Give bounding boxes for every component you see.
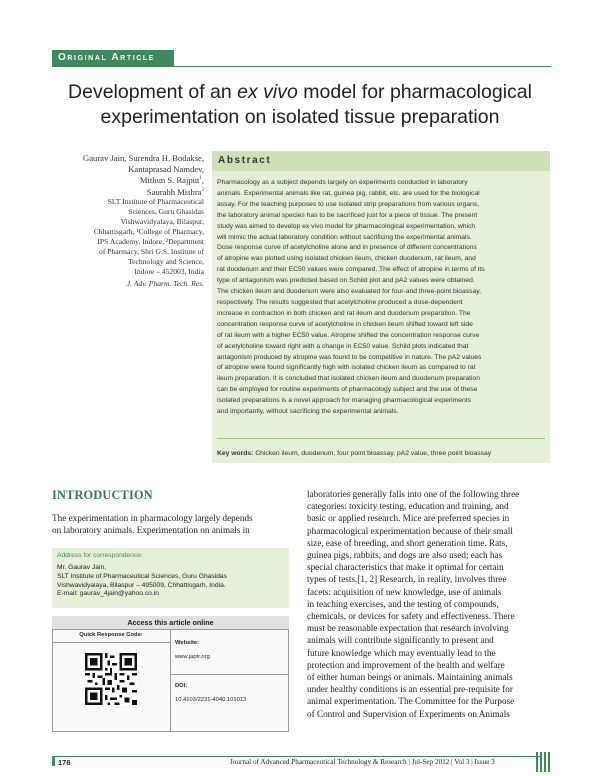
abstract-line: The chicken ileum and duodenum were also evaluated for four-and three-point bioassay, xyxy=(217,288,482,296)
access-heading: Access this article online xyxy=(52,616,289,630)
author-line: Saurabh Mishra$^2$ xyxy=(146,186,204,197)
affiliation-line: Technology and Science, xyxy=(127,257,204,266)
abstract-text xyxy=(217,178,545,418)
body-line: types of tests.[1, 2] Research, in reality, involves three xyxy=(307,574,507,585)
abstract-line: of acetylcholine toward right with a change in EC50 value. Schild plots indicated that xyxy=(217,342,469,350)
keywords-label: Key words: xyxy=(217,450,254,457)
body-line: facets: acquisition of new knowledge, use of animals xyxy=(307,586,502,597)
website-label: Website: xyxy=(175,640,200,646)
affiliation-line: Vishwavidyalaya, Bilaspur, xyxy=(120,217,204,226)
body-line: animals will contribute significantly to present and xyxy=(307,635,494,646)
intro-text xyxy=(52,512,289,536)
footer-accent-bar xyxy=(52,757,55,766)
author-sup: 2 xyxy=(201,187,204,193)
abstract-line: ileum preparation. It is concluded that isolated chicken ileum and duodenum preparation xyxy=(217,375,481,383)
body-line: laboratories generally falls into one of the following three xyxy=(307,489,520,499)
abstract-line: of atropine was plotted using isolated chicken ileum, chicken duodenum, rat ileum, and xyxy=(217,255,476,263)
footer-journal-info: Journal of Advanced Pharmaceutical Technology & Research | Jul-Sep 2012 | Vol 3 | Issue 3 xyxy=(230,758,495,766)
intro-line: The experimentation in pharmacology largely depends xyxy=(52,513,253,523)
keywords-rule xyxy=(217,438,545,439)
author-line: Gaurav Jain, Surendra H. Bodakse, xyxy=(83,153,204,163)
qr-code-icon[interactable] xyxy=(85,653,137,705)
right-column-text xyxy=(307,488,550,720)
body-line: chemicals, or devices for safety and effectiveness. There xyxy=(307,611,515,622)
keywords xyxy=(217,450,557,457)
abstract-line: of rat ileum with a higher EC50 value. Atropine shifted the concentration response curve xyxy=(217,331,480,339)
author-line: Kantaprasad Namdev, xyxy=(128,164,204,175)
abstract-line: concentration response curve of acetylcholine in chicken ileum shifted toward left side xyxy=(217,320,473,328)
affiliation-line: Chhattisgarh, ¹College of Pharmacy, xyxy=(93,227,204,236)
body-line: of either human beings or animals. Maintaining animals xyxy=(307,672,513,683)
author-sup: 1 xyxy=(199,176,202,182)
affiliation-line: SLT Institute of Pharmaceutical xyxy=(107,197,204,206)
abstract-line: antagonism produced by atropine was found to be competitive in nature. The pA2 values xyxy=(217,353,482,361)
correspondence-line: Vishwavidyalaya, Bilaspur – 495009, Chhattisgarh, India. xyxy=(57,581,226,589)
abstract-line: respectively. The results suggested that acetylcholine produced a dose-dependent xyxy=(217,298,463,306)
access-divider xyxy=(170,630,171,732)
affiliation-line: Sciences, Guru Ghasidas xyxy=(128,207,204,216)
abstract-line: Dose response curve of acetylcholine alone and in presence of different concentrations xyxy=(217,244,477,252)
abstract-heading: Abstract xyxy=(212,151,550,171)
title-line1-italic: ex vivo xyxy=(237,81,298,103)
abstract-line: assay. For the teaching purposes to use isolated strip preparations from various organs, xyxy=(217,200,480,208)
correspondence-line: SLT Institute of Pharmaceutical Sciences, Guru Ghasidas xyxy=(57,572,227,580)
author-list xyxy=(40,153,204,198)
abstract-line: and importantly, without sacrificing the experimental animals. xyxy=(217,408,399,416)
article-type-label: Original Article xyxy=(52,50,174,66)
article-title xyxy=(40,80,560,130)
correspondence-email[interactable]: E-mail: gaurav_4jain@yahoo.co.in xyxy=(57,590,159,598)
doi-label: DOI: xyxy=(175,683,188,689)
correspondence-body xyxy=(57,564,287,599)
body-line: must be reasonable expectation that research involving xyxy=(307,623,509,634)
body-line: basic or applied research. Mice are preferred species in xyxy=(307,513,510,524)
affiliations xyxy=(40,197,204,277)
body-line: of Control and Supervision of Experiments on Animals xyxy=(307,708,510,719)
body-line: future knowledge which may eventually lead to the xyxy=(307,647,496,658)
abstract-line: animals. Experimental animals like rat, guinea pig, rabbit, etc. are used for the biological xyxy=(217,189,480,197)
abstract-line: will mimic the actual laboratory condition without sacrificing the experimental animals. xyxy=(217,233,472,241)
title-line1-pre: Development of an xyxy=(68,81,238,103)
abstract-line: Pharmacology as a subject depends largely on experiments conducted in laboratory xyxy=(217,179,468,186)
abstract-line: increase in contraction in both chicken and rat ileum and duodenum preparation. The xyxy=(217,309,471,317)
abstract-line: study was aimed to develop ex vivo model for pharmacological experimentation, which xyxy=(217,222,476,230)
correspondence-heading: Address for correspondence: xyxy=(57,552,143,559)
title-line1-post: model for pharmacological xyxy=(297,81,532,103)
qr-head-rule xyxy=(52,642,170,643)
access-rule xyxy=(170,674,289,675)
affiliation-line: IPS Academy, Indore, ²Department xyxy=(97,237,204,246)
abstract-line: can be employed for routine experiments of pharmacology subject and the use of these xyxy=(217,386,478,394)
footer-stripes-icon xyxy=(536,752,550,772)
abstract-line: rat duodenum and their EC50 values were compared. The effect of atropine in terms of its xyxy=(217,266,485,274)
journal-reference: J. Adv. Pharm. Tech. Res. xyxy=(126,279,204,288)
abstract-line: of atropine were found significantly high with isolated chicken ileum as compared to rat xyxy=(217,364,476,372)
body-line: protection and improvement of the health and welfare xyxy=(307,659,505,670)
intro-heading: INTRODUCTION xyxy=(52,488,153,502)
affiliation-line: Indore – 452003, India xyxy=(134,267,204,276)
body-line: guinea pigs, rabbits, and dogs are also used; each has xyxy=(307,550,503,561)
doi-link[interactable]: 10.4103/2231-4040.101013 xyxy=(175,697,247,703)
title-line2: experimentation on isolated tissue preparation xyxy=(100,106,500,128)
page-number: 176 xyxy=(58,758,71,767)
header-rule xyxy=(52,66,551,67)
body-line: pharmacological experimentation because of their small xyxy=(307,525,513,536)
affiliation-line: of Pharmacy, Shri G.S. Institute of xyxy=(99,247,204,256)
body-line: animal experimentation. The Committee for the Purpose xyxy=(307,696,515,707)
body-line: special characteristics that make it optimal for certain xyxy=(307,562,504,573)
body-line: in teaching exercises, and the testing of compounds, xyxy=(307,598,499,609)
correspondence-line: Mr. Gaurav Jain, xyxy=(57,564,107,571)
keywords-value: Chicken ileum, duodenum, four point bioassay, pA2 value, three point bioassay xyxy=(255,450,492,457)
abstract-line: the laboratory animal species has to be sacrificed just for a piece of tissue. The present xyxy=(217,211,478,219)
footer-rule xyxy=(52,756,542,757)
body-line: categories: toxicity testing, education and training, and xyxy=(307,501,509,512)
intro-line: on laboratory animals. Experimentation on animals in xyxy=(52,525,250,536)
website-link[interactable]: www.japtr.org xyxy=(175,654,210,660)
body-line: size, ease of breeding, and short generation time. Rats, xyxy=(307,537,508,548)
author-line: Mithun S. Rajput$^1$, xyxy=(139,175,204,186)
qr-label: Quick Response Code: xyxy=(79,632,143,638)
abstract-line: isolated preparations is a novel approach for managing pharmacological experiments xyxy=(217,397,472,405)
body-line: under healthy conditions is an essential pre-requisite for xyxy=(307,684,513,695)
abstract-line: type of antagonism was predicted based on Schild plot and pA2 values were obtained. xyxy=(217,277,475,285)
